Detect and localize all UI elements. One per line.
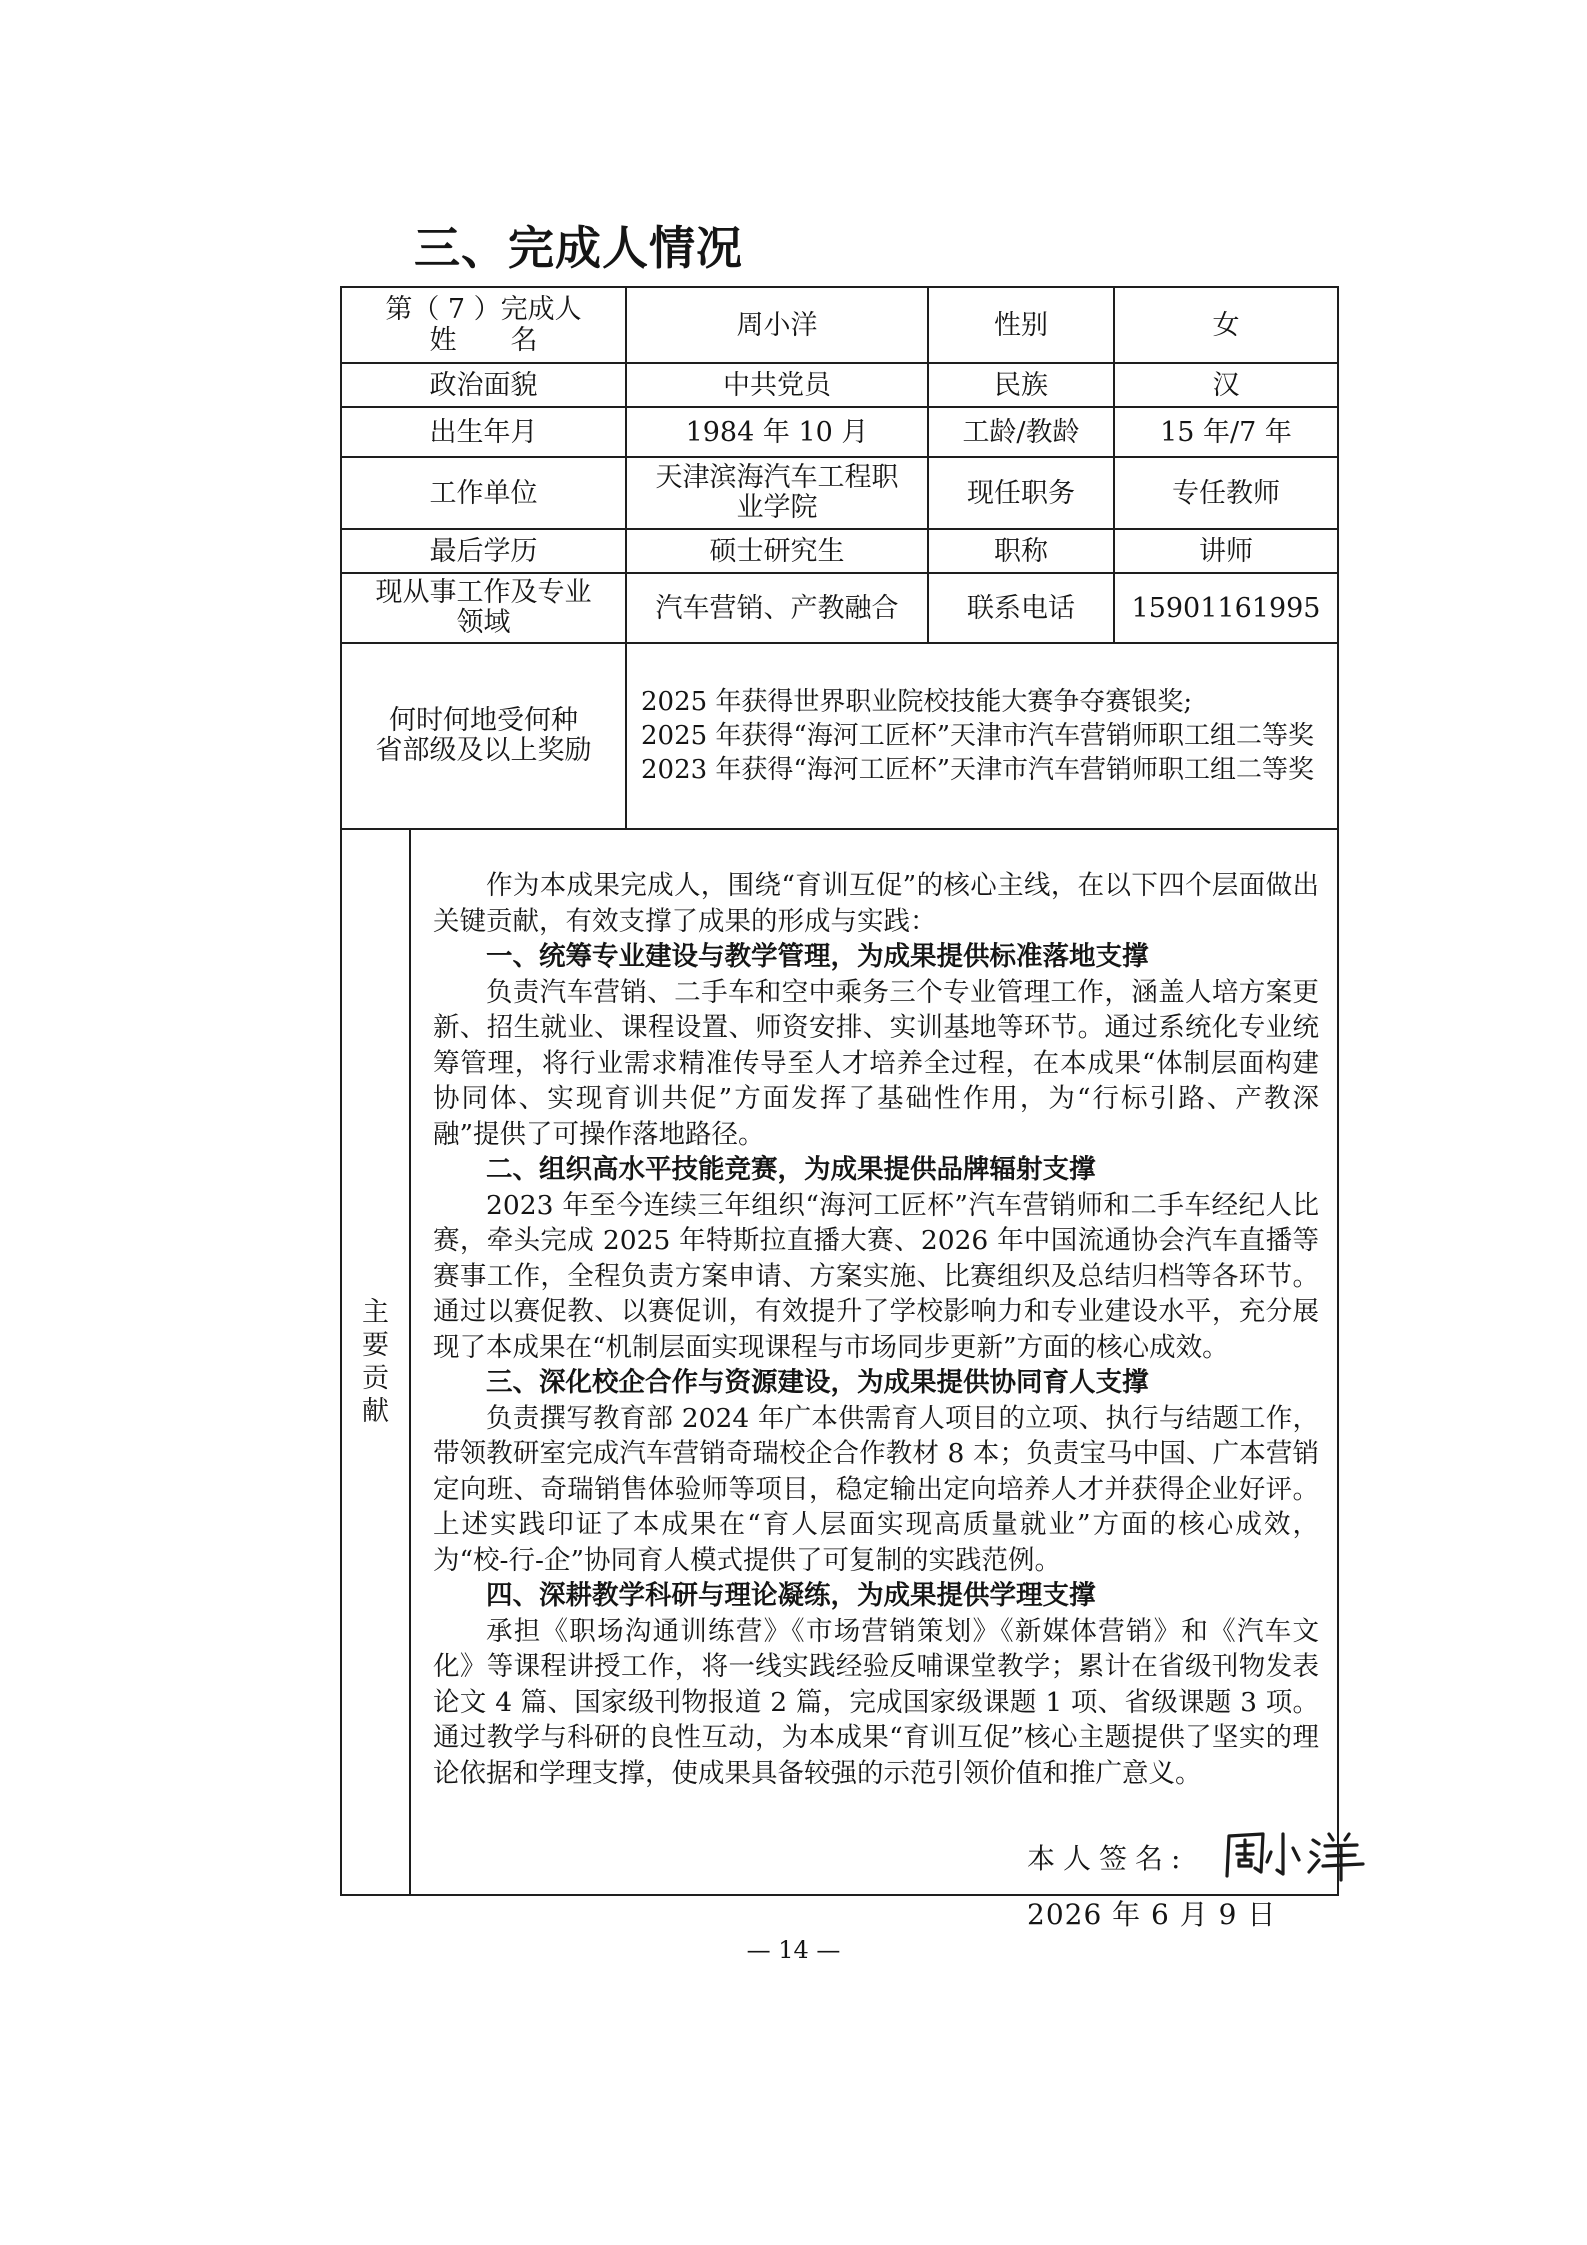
section-title: 三、完成人情况 [414,221,743,275]
field-label-line1: 现从事工作及专业 [375,577,592,608]
contribution-label [341,829,410,1895]
row-awards [341,643,1338,829]
field-label-cell [341,573,626,643]
birth-date-label: 出生年月 [341,407,626,457]
birth-date-value: 1984 年 10 月 [626,407,928,457]
signature-date: 2026 年 6 月 9 日 [1027,1898,1277,1931]
employer-label: 工作单位 [341,457,626,529]
position-label: 现任职务 [928,457,1114,529]
political-status-value: 中共党员 [626,363,928,407]
contribution-paragraph-2: 2023 年至今连续三年组织“海河工匠杯”汽车营销师和二手车经纪人比赛，牵头完成 2025 年特斯拉直播大赛、2026 年中国流通协会汽车直播等赛事工作，全程负责方案申请、方案实施、比赛组织及总结归档等各环节。通过以赛促教、以赛促训，有效提升了学校影响力和专业建设水平，充分展现了本成果在“机制层面实现课程与市场同步更新”方面的核心成效。 [433,1189,1319,1363]
contribution-label-char: 献 [362,1396,389,1427]
contribution-content [410,829,1338,1931]
contribution-label-char: 要 [362,1330,389,1361]
ethnicity-label: 民族 [928,363,1114,407]
gender-value: 女 [1114,287,1338,363]
awards-list [626,643,1338,829]
education-value: 硕士研究生 [626,529,928,573]
seniority-value: 15 年/7 年 [1114,407,1338,457]
row-birth [341,407,1338,457]
row-education [341,529,1338,573]
awards-label-cell [341,643,626,829]
award-item: 2025 年获得世界职业院校技能大赛争夺赛银奖; [641,687,1193,717]
political-status-label: 政治面貌 [341,363,626,407]
contribution-paragraph-1: 负责汽车营销、二手车和空中乘务三个专业管理工作，涵盖人培方案更新、招生就业、课程设置、师资安排、实训基地等环节。通过系统化专业统筹管理，将行业需求精准传导至人才培养全过程，在本成果“体制层面构建协同体、实现育训共促”方面发挥了基础性作用，为“行标引路、产教深融”提供了可操作落地路径。 [433,976,1319,1150]
handwritten-signature [1221,1824,1371,1882]
seniority-label: 工龄/教龄 [928,407,1114,457]
employer-value-cell [626,457,928,529]
awards-label-line1: 何时何地受何种 [389,705,578,736]
phone-value: 15901161995 [1114,573,1338,643]
completer-info-table [340,286,1339,1931]
field-label-line2: 领域 [456,607,511,638]
phone-label: 联系电话 [928,573,1114,643]
page-number: — 14 — [746,1936,841,1964]
row-politics [341,363,1338,407]
name-label-cell [341,287,626,363]
award-item: 2025 年获得“海河工匠杯”天津市汽车营销师职工组二等奖 [641,721,1315,751]
contribution-heading-1: 一、统筹专业建设与教学管理，为成果提供标准落地支撑 [486,941,1149,972]
field-value: 汽车营销、产教融合 [626,573,928,643]
title-value: 讲师 [1114,529,1338,573]
name-value: 周小洋 [626,287,928,363]
employer-value-line1: 天津滨海汽车工程职 [655,462,899,493]
row-name [341,287,1338,363]
row-contribution [341,829,1338,1895]
ethnicity-value: 汉 [1114,363,1338,407]
contribution-paragraph-4: 承担《职场沟通训练营》《市场营销策划》《新媒体营销》和《汽车文化》等课程讲授工作，将一线实践经验反哺课堂教学；累计在省级刊物发表论文 4 篇、国家级刊物报道 2 篇，完成国家级课题 1 项、省级课题 3 项。通过教学与科研的良性互动，为本成果“育训互促”核心主题提供了坚实的理论依据和学理支撑，使成果具备较强的示范引领价值和推广意义。 [433,1615,1319,1789]
awards-label-line2: 省部级及以上奖励 [375,735,592,766]
position-value: 专任教师 [1114,457,1338,529]
contribution-heading-3: 三、深化校企合作与资源建设，为成果提供协同育人支撑 [486,1367,1149,1398]
contribution-label-char: 贡 [362,1363,389,1394]
signature-label: 本人签名: [1027,1842,1189,1875]
contribution-label-char: 主 [362,1297,389,1328]
education-label: 最后学历 [341,529,626,573]
contribution-heading-2: 二、组织高水平技能竞赛，为成果提供品牌辐射支撑 [486,1154,1096,1185]
row-field [341,573,1338,643]
award-item: 2023 年获得“海河工匠杯”天津市汽车营销师职工组二等奖 [641,755,1315,785]
employer-value-line2: 业学院 [736,492,818,523]
gender-label: 性别 [928,287,1114,363]
contribution-intro: 作为本成果完成人，围绕“育训互促”的核心主线，在以下四个层面做出关键贡献，有效支撑了成果的形成与实践： [433,870,1319,937]
row-employer [341,457,1338,529]
completer-order-label: 第（ 7 ）完成人 [385,294,582,325]
title-label: 职称 [928,529,1114,573]
contribution-body [411,830,1337,1791]
contribution-heading-4: 四、深耕教学科研与理论凝练，为成果提供学理支撑 [486,1580,1096,1611]
name-label: 姓 名 [429,325,538,356]
contribution-paragraph-3: 负责撰写教育部 2024 年广本供需育人项目的立项、执行与结题工作，带领教研室完成汽车营销奇瑞校企合作教材 8 本；负责宝马中国、广本营销定向班、奇瑞销售体验师等项目，稳定输出定向培养人才并获得企业好评。上述实践印证了本成果在“育人层面实现高质量就业”方面的核心成效，为“校-行-企”协同育人模式提供了可复制的实践范例。 [433,1402,1319,1576]
